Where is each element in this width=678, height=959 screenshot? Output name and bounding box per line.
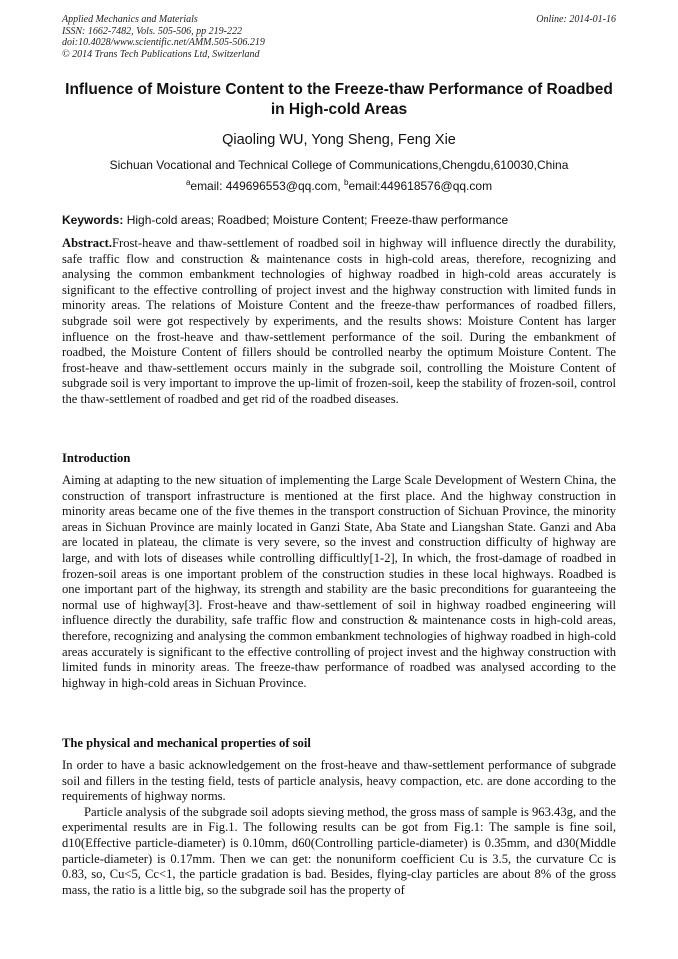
affiliation: Sichuan Vocational and Technical College of Communications,Chengdu,610030,China: [109, 158, 569, 172]
abstract-label: Abstract.: [62, 236, 113, 250]
physical-paragraph-2: Particle analysis of the subgrade soil adopts sieving method, the gross mass of sample is 963.43g, and the experimental results are in Fig.1. The following results can be got from Fig.1: The sample is fine soil, d10(Effective particle-diameter) is 0.10mm, d60(Controlling particle-diameter) is 0.35mm, and d30(Middle particle-diameter) is 0.17mm. Then we can get: the nonuniform coefficient Cu is 3.5, the curvature Cc is 0.83, so, Cu<5, Cc<1, the particle gradation is bad. Besides, flying-clay particles are about 8% of the gross mass, the ratio is a little big, so the subgrade soil has the property of: [62, 804, 616, 897]
abstract: [62, 236, 616, 408]
physical-properties-section: [62, 758, 616, 898]
keywords: [62, 213, 616, 227]
online-date: Online: 2014-01-16: [536, 14, 616, 25]
author-emails: [62, 178, 616, 193]
authors: Qiaoling WU, Yong Sheng, Feng Xie: [222, 132, 456, 148]
keywords-label: Keywords:: [62, 213, 124, 227]
paper-title: Influence of Moisture Content to the Freeze-thaw Performance of Roadbed in High-cold Areas: [65, 81, 613, 118]
issn-line: ISSN: 1662-7482, Vols. 505-506, pp 219-222: [62, 25, 242, 37]
abstract-text: Frost-heave and thaw-settlement of roadbed soil in highway will influence directly the durability, safe traffic flow and construction & maintenance costs in high-cold areas, therefore, recognizing and analysing the common embankment technologies of highway roadbed in high-cold areas accurately is significant to the effective controlling of project invest and the highway construction with limited funds in minority areas. The relations of Moisture Content and the freeze-thaw performances of roadbed fillers, subgrade soil were got respectively by experiments, and the results shows: Moisture Content has larger influence on the frost-heave and thaw-settlement performance of the soil. During the embankment of roadbed, the Moisture Content of fillers should be controlled nearby the optimum Moisture Content. The frost-heave and thaw-settlement occurs mainly in the subgrade soil, controlling the Moisture Content of subgrade soil is very important to improve the up-limit of frozen-soil, keep the stability of frozen-soil, control the thaw-settlement of roadbed and get rid of the roadbed diseases.: [62, 236, 616, 406]
email-a-mark: a: [185, 178, 191, 187]
doi-line[interactable]: doi:10.4028/www.scientific.net/AMM.505-506.219: [62, 37, 265, 48]
copyright-line: © 2014 Trans Tech Publications Ltd, Switzerland: [62, 48, 260, 60]
keywords-text: High-cold areas; Roadbed; Moisture Content; Freeze-thaw performance: [123, 213, 509, 227]
journal-name: Applied Mechanics and Materials: [62, 14, 198, 25]
email-b-mark: b: [344, 178, 349, 187]
section-heading-introduction: Introduction: [62, 451, 131, 465]
introduction-paragraph: Aiming at adapting to the new situation of implementing the Large Scale Development of Western China, the construction of transport infrastructure is mentioned at the first place. And the highway construction in minority areas became one of the five themes in the transport construction of Sichuan Province, the minority areas in Sichuan Province are mainly located in Ganzi State, Aba State and Liangshan State. Ganzi and Aba are located in plateau, the climate is very severe, so the invest and construction difficulty of highway are large, and with lots of diseases while controlling difficultly[1-2], In which, the frost-damage of roadbed in frozen-soil areas is one important problem of the construction studies in these local highways. Roadbed is one important part of the highway, its strength and stability are the basic preconditions for guaranteeing the normal use of highway[3]. Frost-heave and thaw-settlement of soil in highway roadbed engineering will influence directly the durability, safe traffic flow and construction & maintenance costs in high-cold areas, therefore, recognizing and analysing the common embankment technologies of highway roadbed in high-cold areas accurately is significant to the effective controlling of project invest and the highway construction with limited funds in minority areas. The freeze-thaw performance of roadbed was analysed according to the highway in high-cold areas in Sichuan Province.: [62, 473, 616, 690]
email-a[interactable]: email: 449696553@qq.com,: [190, 179, 344, 193]
physical-paragraph-1: In order to have a basic acknowledgement on the frost-heave and thaw-settlement performance of subgrade soil and fillers in the testing field, tests of particle analysis, heavy compaction, etc. are done according to the requirements of highway norms.: [62, 758, 616, 804]
section-heading-physical-properties: The physical and mechanical properties of soil: [62, 736, 311, 750]
journal-header: [62, 14, 265, 60]
email-b[interactable]: email:449618576@qq.com: [348, 179, 493, 193]
